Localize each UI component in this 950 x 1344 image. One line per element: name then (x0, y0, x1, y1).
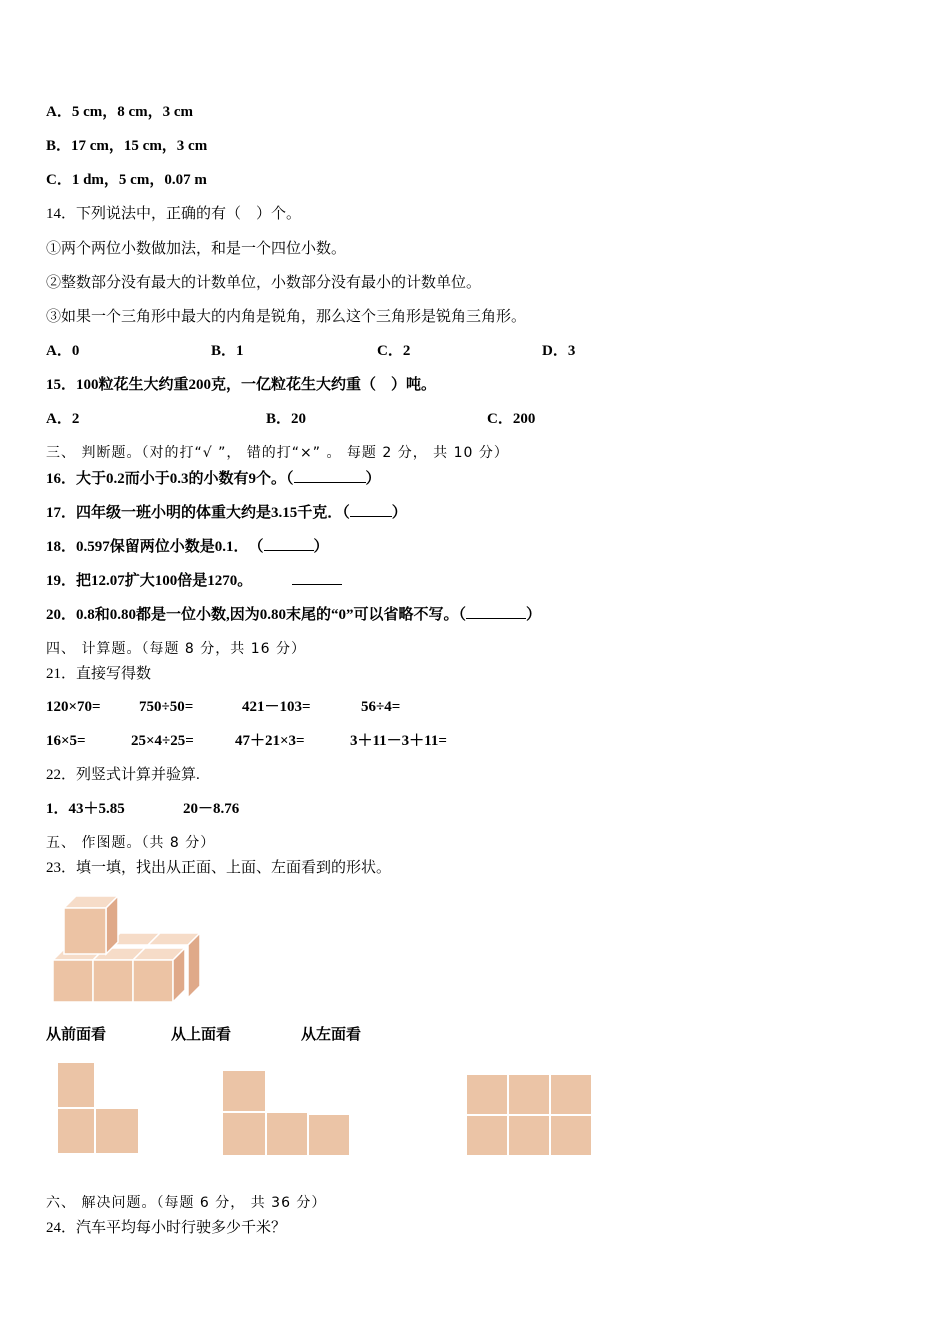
q14-stem: 14．下列说法中，正确的有（ ）个。 (46, 206, 302, 222)
q18 (46, 536, 329, 557)
q17-answer-blank[interactable] (350, 502, 392, 517)
q14-option-a: A．0 (46, 343, 80, 359)
q21-item: 421－103= (242, 699, 311, 715)
q16-text: 16．大于0.2而小于0.3的小数有9个。（ (46, 471, 294, 487)
q14-option-d: D．3 (542, 343, 576, 359)
section-3-heading: 三、 判断题。（对的打“√ ”， 错的打“×” 。 每题 2 分， 共 10 分） (46, 445, 509, 461)
q14-statement-2: ②整数部分没有最大的计数单位，小数部分没有最小的计数单位。 (46, 275, 482, 291)
q19 (46, 570, 342, 591)
section-4-heading: 四、 计算题。（每题 8 分，共 16 分） (46, 641, 306, 657)
label-top-view: 从上面看 (171, 1027, 232, 1043)
section-5-heading: 五、 作图题。（共 8 分） (46, 835, 216, 851)
label-left-view: 从左面看 (301, 1027, 362, 1043)
q14-option-c: C．2 (377, 343, 411, 359)
q14-option-b: B．1 (211, 343, 244, 359)
q21-item: 56÷4= (361, 699, 401, 715)
q22-item: 1．43＋5.85 (46, 801, 125, 817)
q20-close-paren: ） (526, 607, 542, 623)
q13-option-c: C．1 dm，5 cm，0.07 m (46, 172, 207, 188)
left-view-shape (464, 1072, 596, 1160)
q15-option-b: B．20 (266, 411, 307, 427)
q15-option-c: C．200 (487, 411, 536, 427)
q21-item: 3＋11－3＋11= (350, 733, 447, 749)
q14-statement-3: ③如果一个三角形中最大的内角是锐角，那么这个三角形是锐角三角形。 (46, 309, 527, 325)
q13-option-a: A．5 cm，8 cm，3 cm (46, 104, 194, 120)
q19-text: 19．把12.07扩大100倍是1270。 (46, 573, 253, 589)
section-6-heading: 六、 解决问题。（每题 6 分， 共 36 分） (46, 1195, 327, 1211)
q18-answer-blank[interactable] (264, 536, 314, 551)
q21-stem: 21．直接写得数 (46, 666, 152, 682)
q13-option-b: B．17 cm，15 cm，3 cm (46, 138, 208, 154)
q16-close-paren: ） (365, 471, 381, 487)
cube-stack-figure (48, 890, 208, 1005)
q20-answer-blank[interactable] (466, 604, 526, 619)
q21-item: 750÷50= (139, 699, 194, 715)
q23-stem: 23．填一填，找出从正面、上面、左面看到的形状。 (46, 860, 392, 876)
q18-text: 18．0.597保留两位小数是0.1． （ (46, 539, 264, 555)
q18-close-paren: ） (313, 539, 329, 555)
q17-close-paren: ） (391, 505, 407, 521)
q21-item: 25×4÷25= (131, 733, 194, 749)
q15-stem: 15．100粒花生大约重200克，一亿粒花生大约重（ ）吨。 (46, 377, 437, 393)
front-view-shape (55, 1060, 145, 1156)
q14-statement-1: ①两个两位小数做加法，和是一个四位小数。 (46, 241, 347, 257)
q17-text: 17．四年级一班小明的体重大约是3.15千克．（ (46, 505, 350, 521)
q20-text: 20．0.8和0.80都是一位小数,因为0.80末尾的“0”可以省略不写。（ (46, 607, 467, 623)
q21-item: 47＋21×3= (235, 733, 305, 749)
q22-item: 20－8.76 (183, 801, 240, 817)
q21-item: 120×70= (46, 699, 101, 715)
q16 (46, 468, 381, 489)
top-view-shape (220, 1068, 354, 1160)
q19-answer-blank[interactable] (292, 570, 342, 585)
label-front-view: 从前面看 (46, 1027, 107, 1043)
q15-option-a: A．2 (46, 411, 80, 427)
q24: 24．汽车平均每小时行驶多少千米？ (46, 1220, 287, 1236)
q20 (46, 604, 541, 625)
q22-stem: 22．列竖式计算并验算. (46, 767, 200, 783)
q17 (46, 502, 407, 523)
q16-answer-blank[interactable] (294, 468, 366, 483)
q21-item: 16×5= (46, 733, 86, 749)
